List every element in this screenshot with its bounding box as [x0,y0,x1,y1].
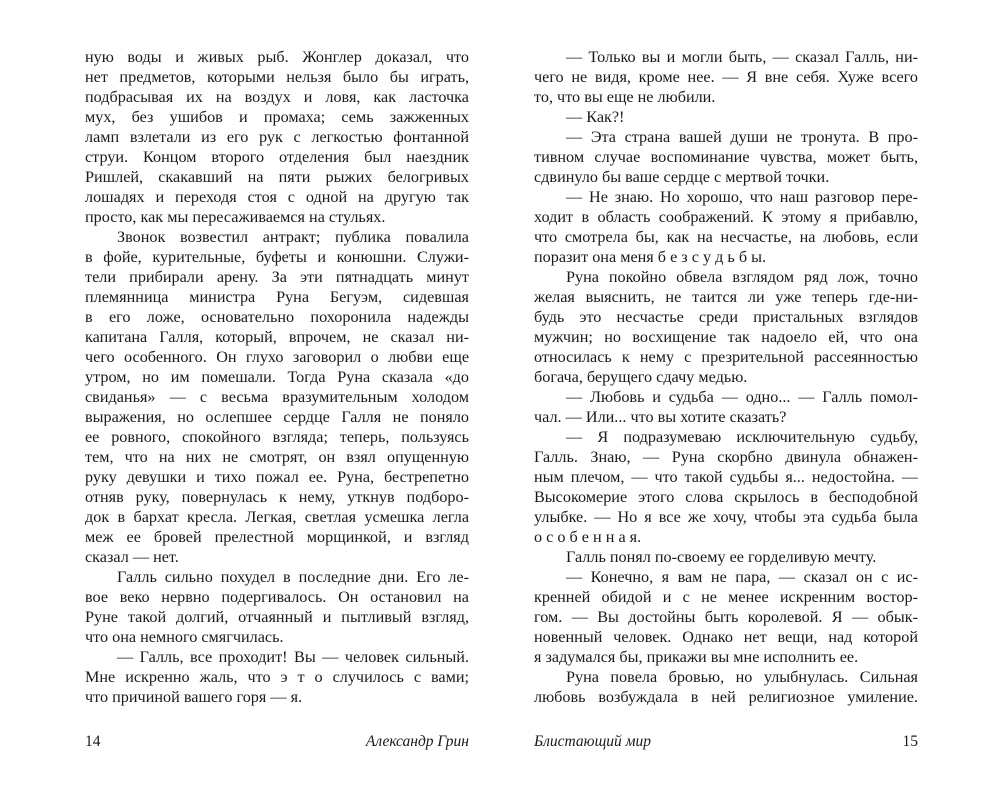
text-line: поразит она меня б е з с у д ь б ы. [534,248,767,266]
text-line: свиданья» — с весьма вразумительным холодом [85,388,469,406]
text-line: лошадях и переходя стоя с одной на другую так [85,188,469,206]
text-line: что смотрела бы, как на несчастье, на любовь, если [534,228,918,246]
text-line: ее ровного, спокойного взгляда; теперь, пользуясь [85,428,469,446]
text-line: новенный человек. Однако нет вещи, над которой [534,628,918,646]
text-line: что причиной вашего горя — я. [85,688,303,706]
text-line: Галль понял по-своему ее горделивую мечту. [566,548,877,566]
text-line: о с о б е н н а я. [534,528,642,546]
text-line: желая выяснить, не таится ли уже теперь где-ни- [534,288,918,306]
text-line: Галль. Знаю, — Руна скорбно двинула обнажен- [534,448,918,466]
text-line: Ришлей, скакавший на пяти рыжих белогривых [85,168,469,186]
running-head-author: Александр Грин [365,733,469,750]
left-page-footer [85,731,469,753]
text-line: Руна повела бровью, но улыбнулась. Сильная [566,668,918,686]
text-line: будь это несчастье среди пристальных взглядов [534,308,918,326]
text-line: — Галль, все проходит! Вы — человек сильный. [117,648,469,666]
text-line: тели прибирали арену. За эти пятнадцать минут [85,268,469,286]
text-line: Мне искренно жаль, что э т о случилось с вами; [85,668,469,686]
text-line: мух, без ушибов и промаха; семь зажженных [85,108,469,126]
text-line: просто, как мы пересаживаемся на стульях. [85,208,386,226]
text-line: отняв руку, повернулась к нему, уткнув подборо- [85,488,469,506]
text-line: капитана Галля, который, впрочем, не сказал ни- [85,328,469,346]
text-line: — Эта страна вашей души не тронута. В про- [566,128,918,146]
text-line: гом. — Вы достойны быть королевой. Я — обык- [534,608,918,626]
page-number: 15 [902,733,918,750]
text-line: сдвинуло бы ваше сердце с мертвой точки. [534,168,830,186]
text-line: я задумался бы, прикажи вы мне исполнить ее. [534,648,859,666]
text-line: — Конечно, я вам не пара, — сказал он с ис- [566,568,918,586]
text-line: — Любовь и судьба — одно... — Галль помол- [566,388,918,406]
text-line: любовь возбуждала в ней религиозное умиление. [534,688,918,706]
text-line: сказал — нет. [85,548,179,566]
text-line: — Только вы и могли быть, — сказал Галль, ни- [566,48,918,66]
text-line: подбрасывая их на воздух и ловя, как ласточка [85,88,469,106]
text-line: нет предметов, которыми нельзя было бы играть, [85,68,469,86]
text-line: чего особенного. Он глухо заговорил о любви еще [85,348,469,366]
text-line: богача, берущего сдачу медью. [534,368,748,386]
text-line: тивном случае воспоминание чувства, может быть, [534,148,918,166]
text-line: руку девушки и тихо пожал ее. Руна, бестрепетно [85,468,469,486]
text-line: в фойе, курительные, буфеты и конюшни. Служи- [85,248,469,266]
text-line: вое веко нервно подергивалось. Он остановил на [85,588,469,606]
text-line: — Я подразумеваю исключительную судьбу, [566,428,918,446]
text-line: Галль сильно похудел в последние дни. Его ле- [117,568,469,586]
running-head-title: Блистающий мир [534,733,652,750]
right-page-text [534,47,918,707]
text-line: Руна покойно обвела взглядом ряд лож, точно [566,268,918,286]
text-line: ходит в область соображений. К этому я прибавлю, [534,208,918,226]
text-line: ную воды и живых рыб. Жонглер доказал, что [85,48,469,66]
text-line: чего не видя, кроме нее. — Я вне себя. Хуже всего [534,68,918,86]
right-page-footer [534,731,918,753]
text-line: в его ложе, основательно похоронила надежды [85,308,469,326]
text-line: улыбке. — Но я все же хочу, чтобы эта судьба была [534,508,918,526]
text-line: утром, но им помешали. Тогда Руна сказала «до [85,368,469,386]
page-number: 14 [85,733,101,750]
text-line: ламп взлетали из его рук с легкостью фонтанной [85,128,469,146]
text-line: — Не знаю. Но хорошо, что наш разговор пере- [566,188,918,206]
text-line: племянница министра Руна Бегуэм, сидевшая [85,288,469,306]
text-line: ным плечом, — что такой судьбы я... недостойна. — [534,468,918,486]
text-line: меж ее бровей прелестной морщинкой, и взгляд [85,528,469,546]
text-line: док в бархат кресла. Легкая, светлая усмешка легла [85,508,469,526]
text-line: Звонок возвестил антракт; публика повалила [117,228,469,246]
text-line: то, что вы еще не любили. [534,88,716,106]
text-line: — Как?! [566,108,625,126]
text-line: тем, что на них не смотрят, он взял опущенную [85,448,469,466]
text-line: чал. — Или... что вы хотите сказать? [534,408,787,426]
text-line: Руне такой долгий, отчаянный и пытливый взгляд, [85,608,469,626]
text-line: выражения, но ослепшее сердце Галля не поняло [85,408,469,426]
text-line: струи. Концом второго отделения был наездник [85,148,469,166]
left-page-text [85,47,469,707]
text-line: что она немного смягчилась. [85,628,284,646]
text-line: кренней обидой и с не менее искренним востор- [534,588,918,606]
text-line: относилась к нему с презрительной рассеянностью [534,348,918,366]
text-line: мужчин; но восхищение так надоело ей, что она [534,328,918,346]
text-line: Высокомерие этого слова скрылось в бесподобной [534,488,918,506]
